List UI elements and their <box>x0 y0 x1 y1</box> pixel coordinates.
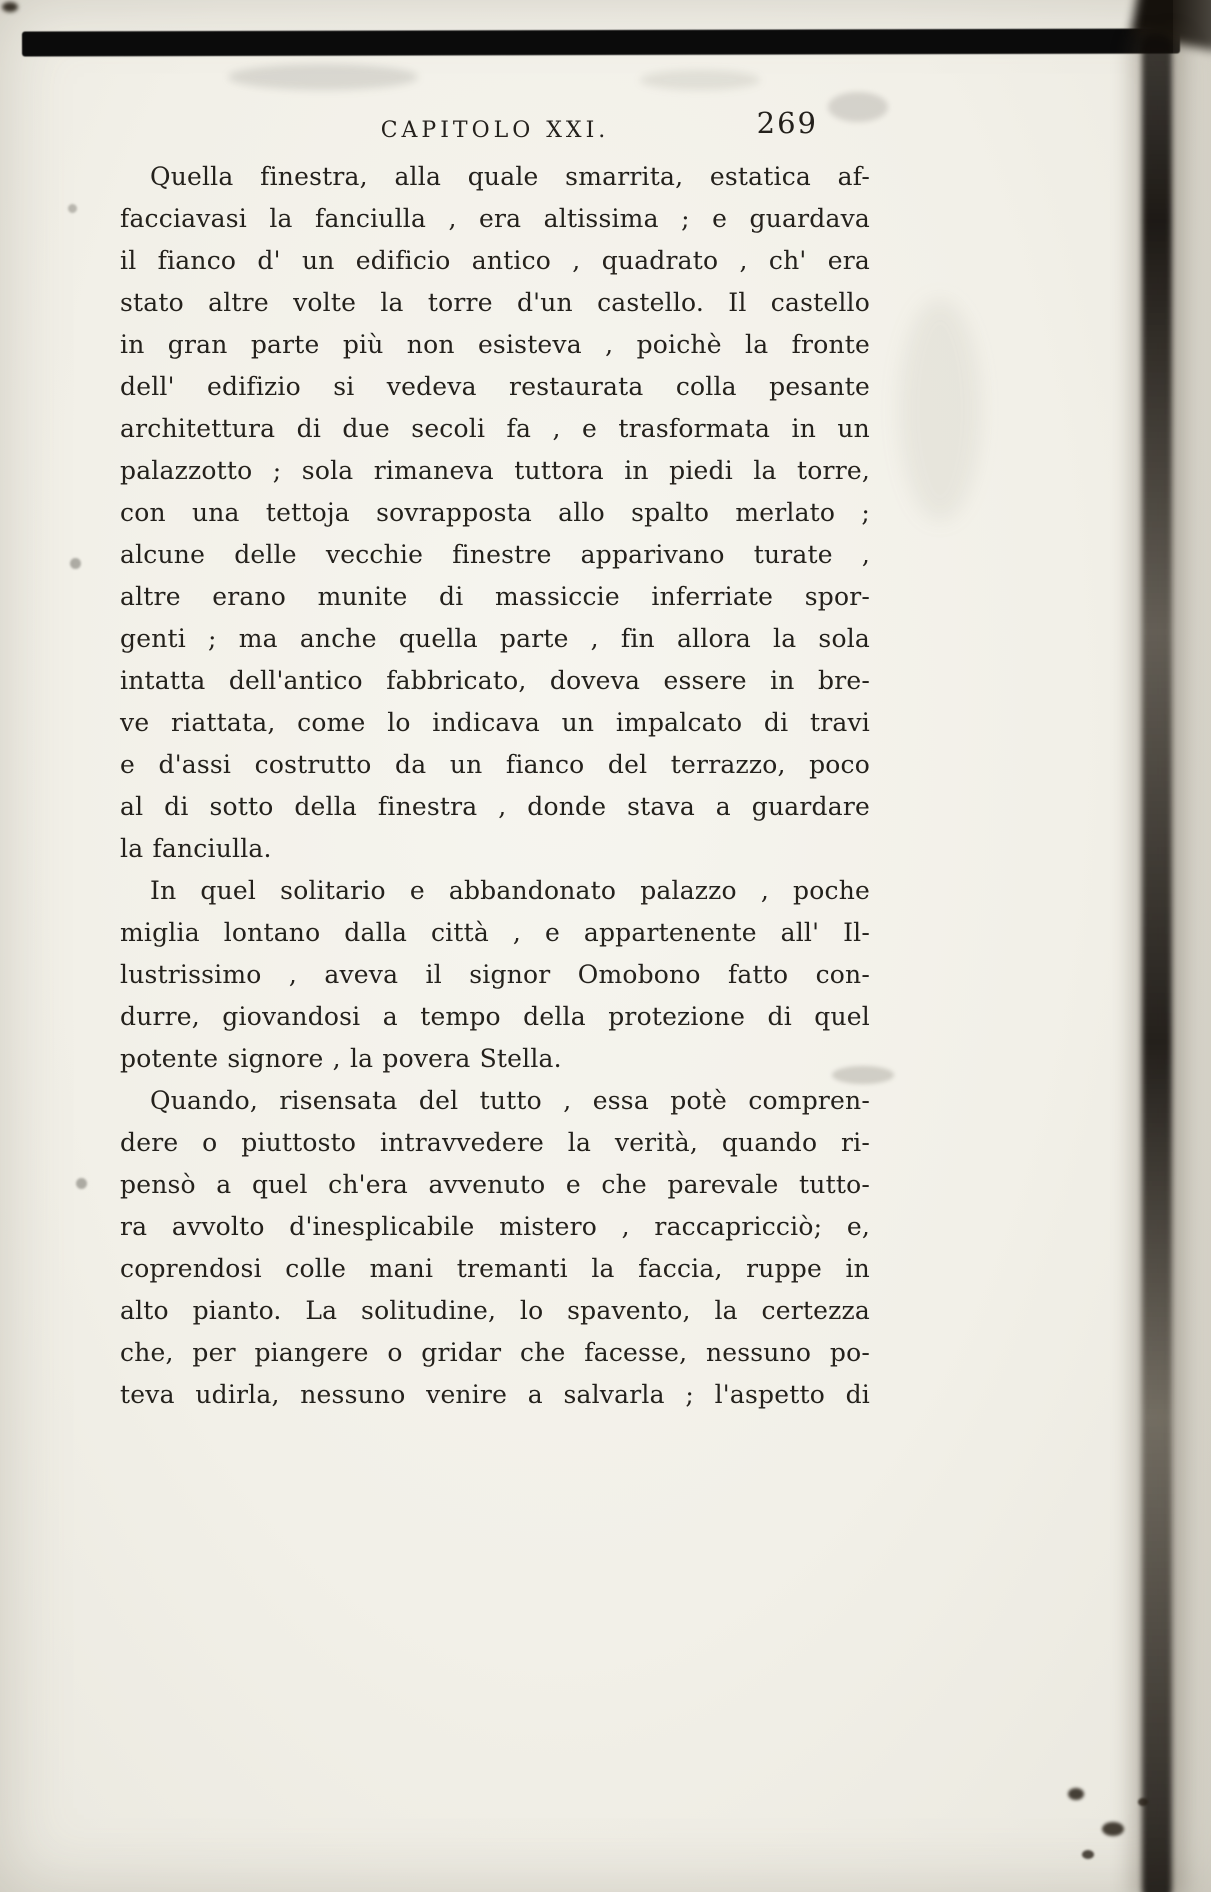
stain <box>900 300 980 520</box>
binding-gutter-shadow <box>1142 34 1172 1892</box>
text-line: miglia lontano dalla città , e appartenente all' Il- <box>120 918 870 947</box>
stain <box>228 64 418 90</box>
text-line: pensò a quel ch'era avvenuto e che parevale tutto- <box>120 1170 870 1199</box>
stain <box>640 70 760 90</box>
text-line: con una tettoja sovrapposta allo spalto merlato ; <box>120 498 870 527</box>
chapter-title: CAPITOLO XXI. <box>380 118 610 143</box>
text-line: che, per piangere o gridar che facesse, nessuno po- <box>120 1338 870 1367</box>
text-line: il fianco d' un edificio antico , quadrato , ch' era <box>120 246 870 275</box>
text-line: stato altre volte la torre d'un castello. Il castello <box>120 288 870 317</box>
paragraph <box>120 1080 870 1416</box>
page-edge-shading <box>1173 0 1211 1892</box>
text-line: durre, giovandosi a tempo della protezione di quel <box>120 1002 870 1031</box>
text-line: architettura di due secoli fa , e trasformata in un <box>120 414 870 443</box>
text-block <box>120 100 870 1416</box>
text-block-lines <box>120 156 870 1416</box>
text-line: alto pianto. La solitudine, lo spavento, la certezza <box>120 1296 870 1325</box>
text-line: potente signore , la povera Stella. <box>120 1044 562 1073</box>
text-line: al di sotto della finestra , donde stava a guardare <box>120 792 870 821</box>
text-line: teva udirla, nessuno venire a salvarla ; l'aspetto di <box>120 1380 870 1409</box>
text-line: dere o piuttosto intravvedere la verità, quando ri- <box>120 1128 870 1157</box>
page-header <box>120 100 870 148</box>
text-line: e d'assi costrutto da un fianco del terrazzo, poco <box>120 750 870 779</box>
ink-speck <box>1082 1850 1094 1859</box>
text-line: intatta dell'antico fabbricato, doveva essere in bre- <box>120 666 870 695</box>
text-line: altre erano munite di massiccie inferriate spor- <box>120 582 870 611</box>
text-line: Quando, risensata del tutto , essa potè compren- <box>150 1086 870 1115</box>
scan-speck <box>2 2 18 12</box>
text-line: Quella finestra, alla quale smarrita, estatica af- <box>150 162 870 191</box>
page-number: 269 <box>756 106 818 140</box>
paragraph <box>120 156 870 870</box>
stain <box>70 558 81 569</box>
text-line: ve riattata, come lo indicava un impalcato di travi <box>120 708 870 737</box>
ink-speck <box>1102 1822 1124 1836</box>
text-line: lustrissimo , aveva il signor Omobono fatto con- <box>120 960 870 989</box>
paragraph <box>120 870 870 1080</box>
text-line: palazzotto ; sola rimaneva tuttora in piedi la torre, <box>120 456 870 485</box>
text-line: coprendosi colle mani tremanti la faccia, ruppe in <box>120 1254 870 1283</box>
text-line: ra avvolto d'inesplicabile mistero , raccapricciò; e, <box>120 1212 870 1241</box>
text-line: in gran parte più non esisteva , poichè la fronte <box>120 330 870 359</box>
scan-top-bar <box>22 28 1180 56</box>
text-line: genti ; ma anche quella parte , fin allora la sola <box>120 624 870 653</box>
ink-speck <box>1068 1788 1084 1800</box>
stain <box>76 1178 87 1189</box>
stain <box>68 204 77 213</box>
text-line: facciavasi la fanciulla , era altissima ; e guardava <box>120 204 870 233</box>
text-line: dell' edifizio si vedeva restaurata colla pesante <box>120 372 870 401</box>
text-line: la fanciulla. <box>120 834 272 863</box>
text-line: alcune delle vecchie finestre apparivano turate , <box>120 540 870 569</box>
text-line: In quel solitario e abbandonato palazzo , poche <box>150 876 870 905</box>
